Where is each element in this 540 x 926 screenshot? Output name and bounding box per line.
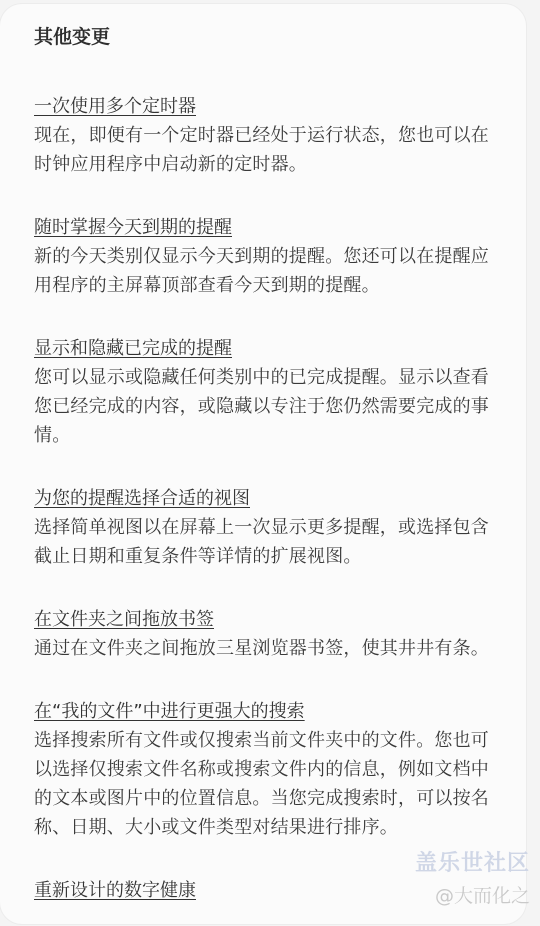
page-title: 其他变更: [34, 26, 111, 48]
section-title: 在文件夹之间拖放书签: [34, 609, 214, 630]
release-notes-content: [0, 4, 526, 905]
section-body: 现在，即便有一个定时器已经处于运行状态，您也可以在时钟应用程序中启动新的定时器。: [34, 125, 489, 175]
section-title: 在“我的文件”中进行更强大的搜索: [34, 701, 305, 722]
section-body: 选择简单视图以在屏幕上一次显示更多提醒，或选择包含截止日期和重复条件等详情的扩展视图。: [34, 517, 489, 567]
section-title: 显示和隐藏已完成的提醒: [34, 338, 232, 359]
section-body: 新的今天类别仅显示今天到期的提醒。您还可以在提醒应用程序的主屏幕顶部查看今天到期的提醒。: [34, 246, 489, 296]
section-completed-reminders: [34, 334, 492, 450]
section-my-files-search: [34, 697, 492, 842]
watermark-brand: 盖乐世社区: [414, 851, 530, 876]
section-bookmark-drag: [34, 605, 492, 663]
section-body: 您可以显示或隐藏任何类别中的已完成提醒。显示以查看您已经完成的内容，或隐藏以专注于您仍然需要完成的事情。: [34, 367, 489, 446]
watermark-author: @大而化之: [434, 885, 530, 907]
section-title: 一次使用多个定时器: [34, 96, 196, 117]
section-multiple-timers: [34, 92, 492, 179]
section-reminder-views: [34, 484, 492, 571]
section-today-reminders: [34, 213, 492, 300]
section-body: 选择搜索所有文件或仅搜索当前文件夹中的文件。您也可以选择仅搜索文件名称或搜索文件内的信息，例如文档中的文本或图片中的位置信息。当您完成搜索时，可以按名称、日期、大小或文件类型对结果进行排序。: [34, 730, 489, 838]
release-notes-card: [0, 4, 526, 924]
watermark: [415, 850, 530, 908]
section-title: 随时掌握今天到期的提醒: [34, 217, 232, 238]
section-title: 重新设计的数字健康: [34, 880, 196, 901]
section-body: 通过在文件夹之间拖放三星浏览器书签，使其井井有条。: [34, 638, 489, 659]
section-title: 为您的提醒选择合适的视图: [34, 488, 250, 509]
